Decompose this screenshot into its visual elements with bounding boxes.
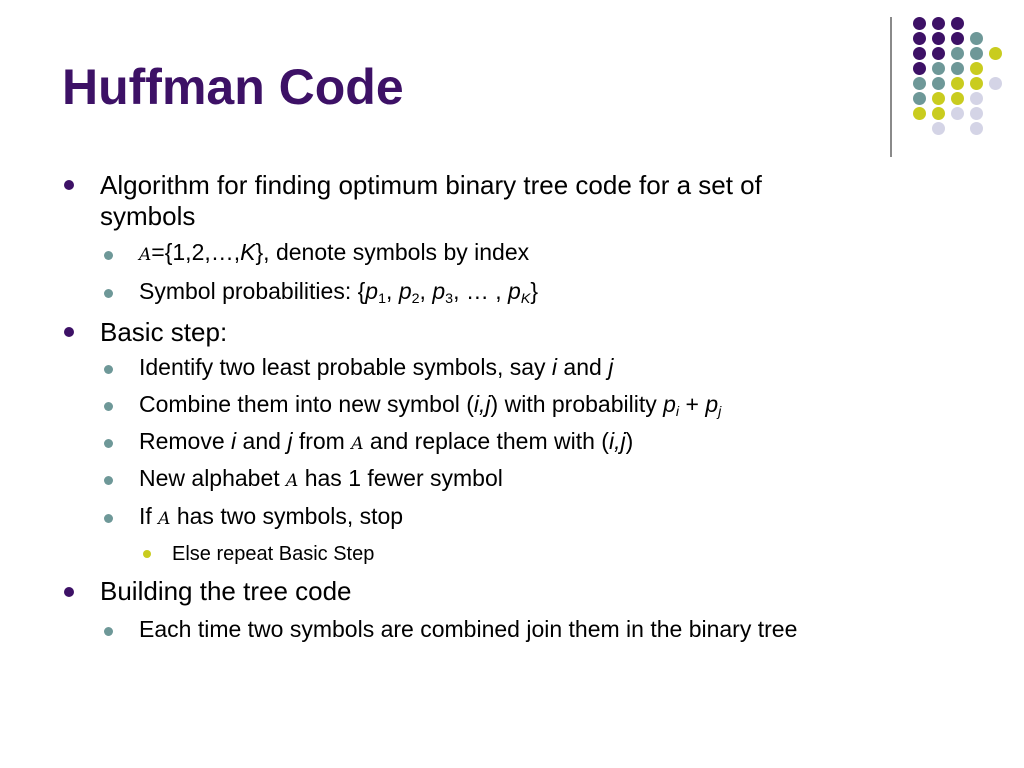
bullet-algorithm-cont xyxy=(100,200,195,232)
text: i,j xyxy=(608,428,626,454)
decor-dot xyxy=(951,17,964,30)
text: ={1,2,…, xyxy=(151,239,241,265)
bullet-algorithm xyxy=(100,169,762,201)
decor-dot xyxy=(932,62,945,75)
decor-dot xyxy=(913,107,926,120)
text: and xyxy=(557,354,609,380)
text: and replace them with ( xyxy=(363,428,609,454)
subbullet-alphabet xyxy=(139,238,529,269)
text: Remove xyxy=(139,428,232,454)
text: } xyxy=(530,278,539,304)
text: j xyxy=(608,354,614,380)
text: has 1 fewer symbol xyxy=(298,465,503,491)
text: K xyxy=(520,290,531,307)
text: }, denote symbols by index xyxy=(255,239,530,265)
bullet-dot xyxy=(104,289,113,298)
decor-dot xyxy=(970,47,983,60)
decorative-dot-grid xyxy=(0,0,1024,160)
bullet-dot xyxy=(64,180,74,190)
text: i xyxy=(231,428,237,454)
subbullet-identify xyxy=(139,353,613,381)
decor-dot xyxy=(932,32,945,45)
subbullet-combine xyxy=(139,390,721,418)
decor-dot xyxy=(913,77,926,90)
decor-dot xyxy=(989,77,1002,90)
decor-dot xyxy=(932,92,945,105)
bullet-dot xyxy=(104,439,113,448)
slide-title: Huffman Code xyxy=(62,59,404,115)
bullet-text: symbols xyxy=(100,201,196,231)
alphabet-symbol: A xyxy=(139,245,152,265)
decor-dot xyxy=(913,17,926,30)
decor-dot xyxy=(951,47,964,60)
bullet-dot xyxy=(104,365,113,374)
decor-dot xyxy=(970,32,983,45)
decor-dot xyxy=(932,77,945,90)
text: , … , xyxy=(453,278,509,304)
text: Identify two least probable symbols, say xyxy=(139,354,552,380)
text: p xyxy=(705,391,719,417)
decor-dot xyxy=(970,107,983,120)
bullet-text: Each time two symbols are combined join them in the binary tree xyxy=(139,616,798,642)
text: i xyxy=(551,354,558,380)
alphabet-symbol: A xyxy=(351,434,364,454)
decor-dot xyxy=(970,92,983,105)
decor-dot xyxy=(932,107,945,120)
text: , xyxy=(386,278,399,304)
text: K xyxy=(240,239,256,265)
bullet-dot xyxy=(104,476,113,485)
decor-dot xyxy=(913,32,926,45)
text: i xyxy=(675,403,680,420)
bullet-text: Basic step: xyxy=(100,317,228,347)
subsubbullet-else-repeat xyxy=(172,542,374,566)
bullet-dot xyxy=(104,251,113,260)
decor-dot xyxy=(970,77,983,90)
text: from xyxy=(292,428,352,454)
text: p xyxy=(508,278,521,304)
subbullet-probabilities xyxy=(139,277,538,305)
bullet-text: Else repeat Basic Step xyxy=(172,543,375,565)
text: + xyxy=(679,391,706,417)
text: has two symbols, stop xyxy=(170,503,404,529)
decor-dot xyxy=(913,47,926,60)
bullet-dot xyxy=(104,402,113,411)
text: 2 xyxy=(411,290,420,307)
decor-dot xyxy=(951,77,964,90)
decor-dot xyxy=(951,107,964,120)
text: ) with probability xyxy=(490,391,664,417)
text: p xyxy=(663,391,676,417)
bullet-dot xyxy=(64,327,74,337)
text: ) xyxy=(625,428,634,454)
decor-dot xyxy=(970,62,983,75)
text: 1 xyxy=(378,290,387,307)
text: Symbol probabilities: { xyxy=(139,278,366,304)
subbullet-stop-condition xyxy=(139,502,403,533)
decor-dot xyxy=(951,62,964,75)
decor-dot xyxy=(989,47,1002,60)
text: and xyxy=(236,428,288,454)
bullet-building-tree xyxy=(100,575,352,607)
decor-dot xyxy=(913,62,926,75)
text: p xyxy=(365,278,379,304)
bullet-basic-step xyxy=(100,316,227,348)
text: j xyxy=(718,403,722,420)
alphabet-symbol: A xyxy=(286,471,299,491)
decor-dot xyxy=(932,17,945,30)
bullet-dot xyxy=(143,550,151,558)
text: 3 xyxy=(445,290,454,307)
text: i,j xyxy=(473,391,491,417)
decor-dot xyxy=(932,122,945,135)
subbullet-new-alphabet xyxy=(139,464,503,495)
bullet-dot xyxy=(104,627,113,636)
text: New alphabet xyxy=(139,465,287,491)
text: Combine them into new symbol ( xyxy=(139,391,474,417)
decor-dot xyxy=(951,92,964,105)
text: p xyxy=(398,278,412,304)
decor-dot xyxy=(932,47,945,60)
bullet-dot xyxy=(104,514,113,523)
bullet-text: Algorithm for finding optimum binary tree code for a set of xyxy=(100,170,762,200)
bullet-dot xyxy=(64,587,74,597)
text: j xyxy=(287,428,293,454)
subbullet-remove xyxy=(139,427,633,458)
text: If xyxy=(139,503,159,529)
text: p xyxy=(432,278,446,304)
subbullet-join-tree xyxy=(139,615,797,643)
bullet-text: Building the tree code xyxy=(100,576,352,606)
text: , xyxy=(419,278,433,304)
decor-dot xyxy=(970,122,983,135)
decor-dot xyxy=(951,32,964,45)
alphabet-symbol: A xyxy=(158,509,171,529)
decor-dot xyxy=(913,92,926,105)
